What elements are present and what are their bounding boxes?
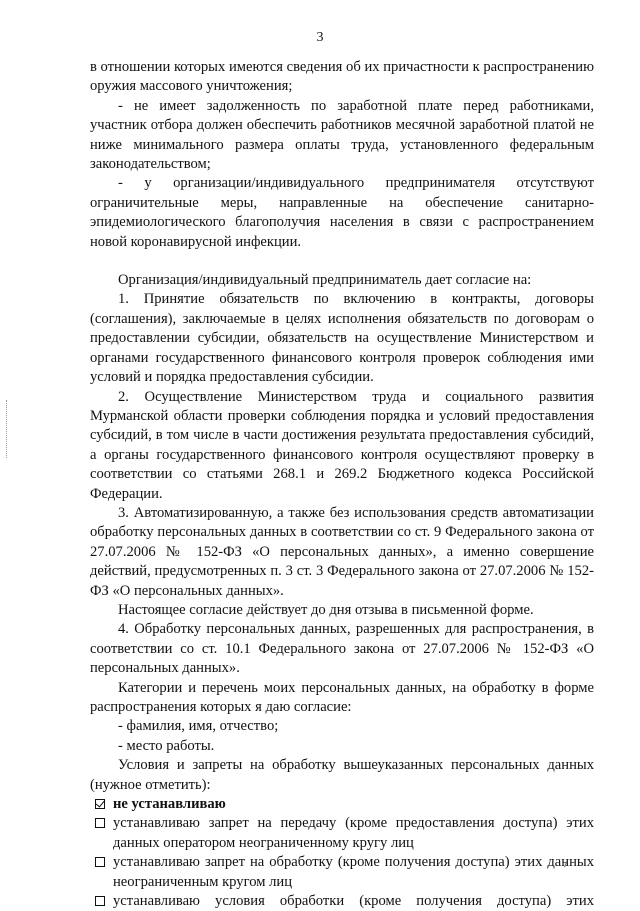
option-transfer-ban[interactable] [90,814,594,853]
option-label: устанавливаю запрет на передачу (кроме предоставления доступа) этих данных оператором неограниченному кругу лиц [113,815,594,851]
checkbox-icon[interactable] [95,857,105,867]
option-processing-ban[interactable] [90,853,594,892]
option-label: устанавливаю запрет на обработку (кроме получения доступа) этих данных неограниченным кругом лиц [113,854,594,890]
checkbox-icon[interactable] [95,818,105,828]
list-item-full-name: - фамилия, имя, отчество; [118,718,279,735]
option-label: не устанавливаю [113,796,226,813]
paragraph-categories: Категории и перечень моих персональных данных, на обработку в форме распространения которых я даю согласие: [90,679,594,715]
checkbox-checked-icon[interactable] [95,799,105,809]
paragraph-consent-intro: Организация/индивидуальный предприниматель дает согласие на: [118,272,532,289]
paragraph-no-wage-debt: - не имеет задолженность по заработной плате перед работниками, участник отбора должен обеспечить работников месячной заработной платой не ниже минимального размера оплаты труда, установленного федеральным законодательством; [90,97,594,173]
paragraph-no-restrictions: - у организации/индивидуального предпринимателя отсутствуют ограничительные меры, направленные на обеспечение санитарно-эпидемиологического благополучия населения в связи с распространением новой коронавирусной инфекции. [90,175,594,250]
paragraph-consent-4: 4. Обработку персональных данных, разрешенных для распространения, в соответствии со ст. 10.1 Федерального закона от 27.07.2006 № 152-ФЗ «О персональных данных». [90,621,594,677]
margin-mark [6,400,9,458]
document-body [90,58,594,911]
list-item-workplace: - место работы. [118,737,215,754]
option-not-set[interactable] [90,795,594,814]
option-processing-conditions[interactable] [90,892,594,911]
page-number: 3 [316,30,324,45]
paragraph-conditions: Условия и запреты на обработку вышеуказанных персональных данных (нужное отметить): [90,757,594,793]
option-label: устанавливаю условия обработки (кроме получения доступа) этих [113,893,594,910]
paragraph-consent-3: 3. Автоматизированную, а также без использования средств автоматизации обработку персональных данных в соответствии со ст. 9 Федерального закона от 27.07.2006 № 152-ФЗ «О персональных данных», а именно совершение действий, предусмотренных п. 3 ст. 3 Федерального закона от 27.07.2006 № 152-ФЗ «О персональных данных». [90,504,594,599]
paragraph-consent-validity: Настоящее согласие действует до дня отзыва в письменной форме. [118,601,534,618]
paragraph-weapons-clause: в отношении которых имеются сведения об их причастности к распространению оружия массового уничтожения; [90,59,594,95]
paragraph-consent-1: 1. Принятие обязательств по включению в контракты, договоры (соглашения), заключаемые в целях исполнения обязательств по договорам о предоставлении субсидии, обязательств на осуществление Министерством и органами государственного финансового контроля проверок соблюдения ими условий и порядка предоставления субсидии. [90,291,594,386]
paragraph-consent-2: 2. Осуществление Министерством труда и социального развития Мурманской области проверки соблюдения порядка и условий предоставления субсидий, в том числе в части достижения результата предоставления субсидий, а органы государственного финансового контроля осуществляют проверку в соответствии со статьями 268.1 и 269.2 Бюджетного кодекса Российской Федерации. [90,388,594,502]
